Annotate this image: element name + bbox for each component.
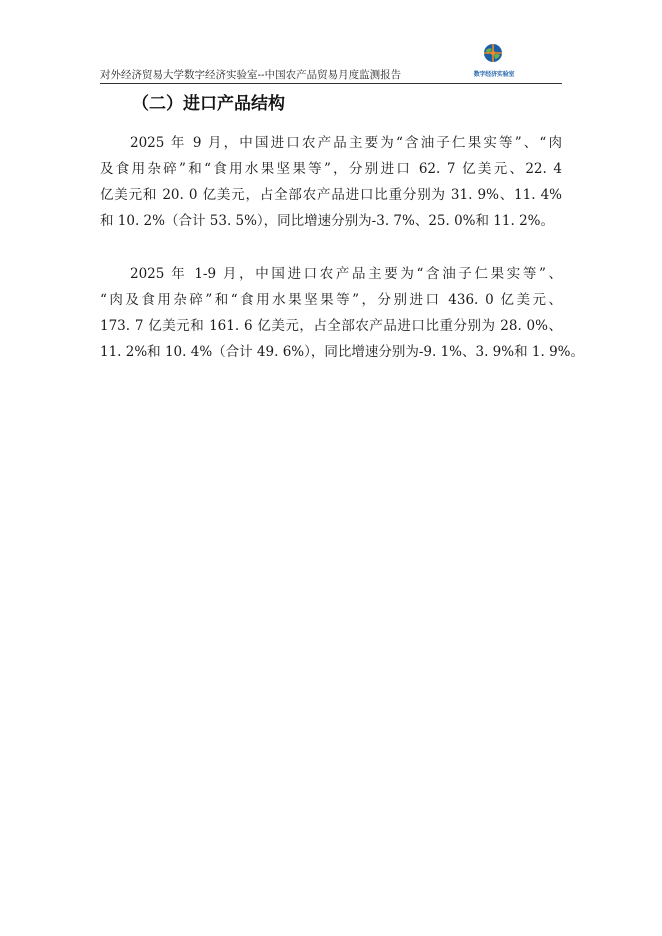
paragraph-line: 173. 7 亿美元和 161. 6 亿美元，占全部农产品进口比重分别为 28. 0%、 (100, 318, 562, 334)
paragraph-monthly (100, 130, 562, 234)
paragraph-year-to-date (100, 261, 584, 365)
page-header (100, 40, 562, 86)
logo-text: 数字经济实验室 (473, 71, 515, 78)
running-title: 对外经济贸易大学数字经济实验室--中国农产品贸易月度监测报告 (100, 69, 402, 81)
section-heading: （二）进口产品结构 (132, 94, 285, 114)
paragraph-line: 及食用杂碎”和“食用水果坚果等”，分别进口 62. 7 亿美元、22. 4 (100, 161, 562, 177)
paragraph-line: 亿美元和 20. 0 亿美元，占全部农产品进口比重分别为 31. 9%、11. 4% (100, 187, 562, 203)
globe-logo-icon (483, 43, 503, 63)
paragraph-line: “肉及食用杂碎”和“食用水果坚果等”，分别进口 436. 0 亿美元、 (100, 292, 562, 308)
paragraph-line: 11. 2%和 10. 4%（合计 49. 6%），同比增速分别为-9. 1%、3. 9%和 1. 9%。 (100, 344, 584, 360)
paragraph-line: 和 10. 2%（合计 53. 5%），同比增速分别为-3. 7%、25. 0%和 11. 2%。 (100, 213, 554, 229)
header-divider (100, 83, 562, 84)
paragraph-line: 2025 年 1-9 月，中国进口农产品主要为“含油子仁果实等”、 (130, 266, 562, 282)
paragraph-line: 2025 年 9 月，中国进口农产品主要为“含油子仁果实等”、“肉 (130, 135, 562, 151)
lab-logo (472, 43, 515, 81)
